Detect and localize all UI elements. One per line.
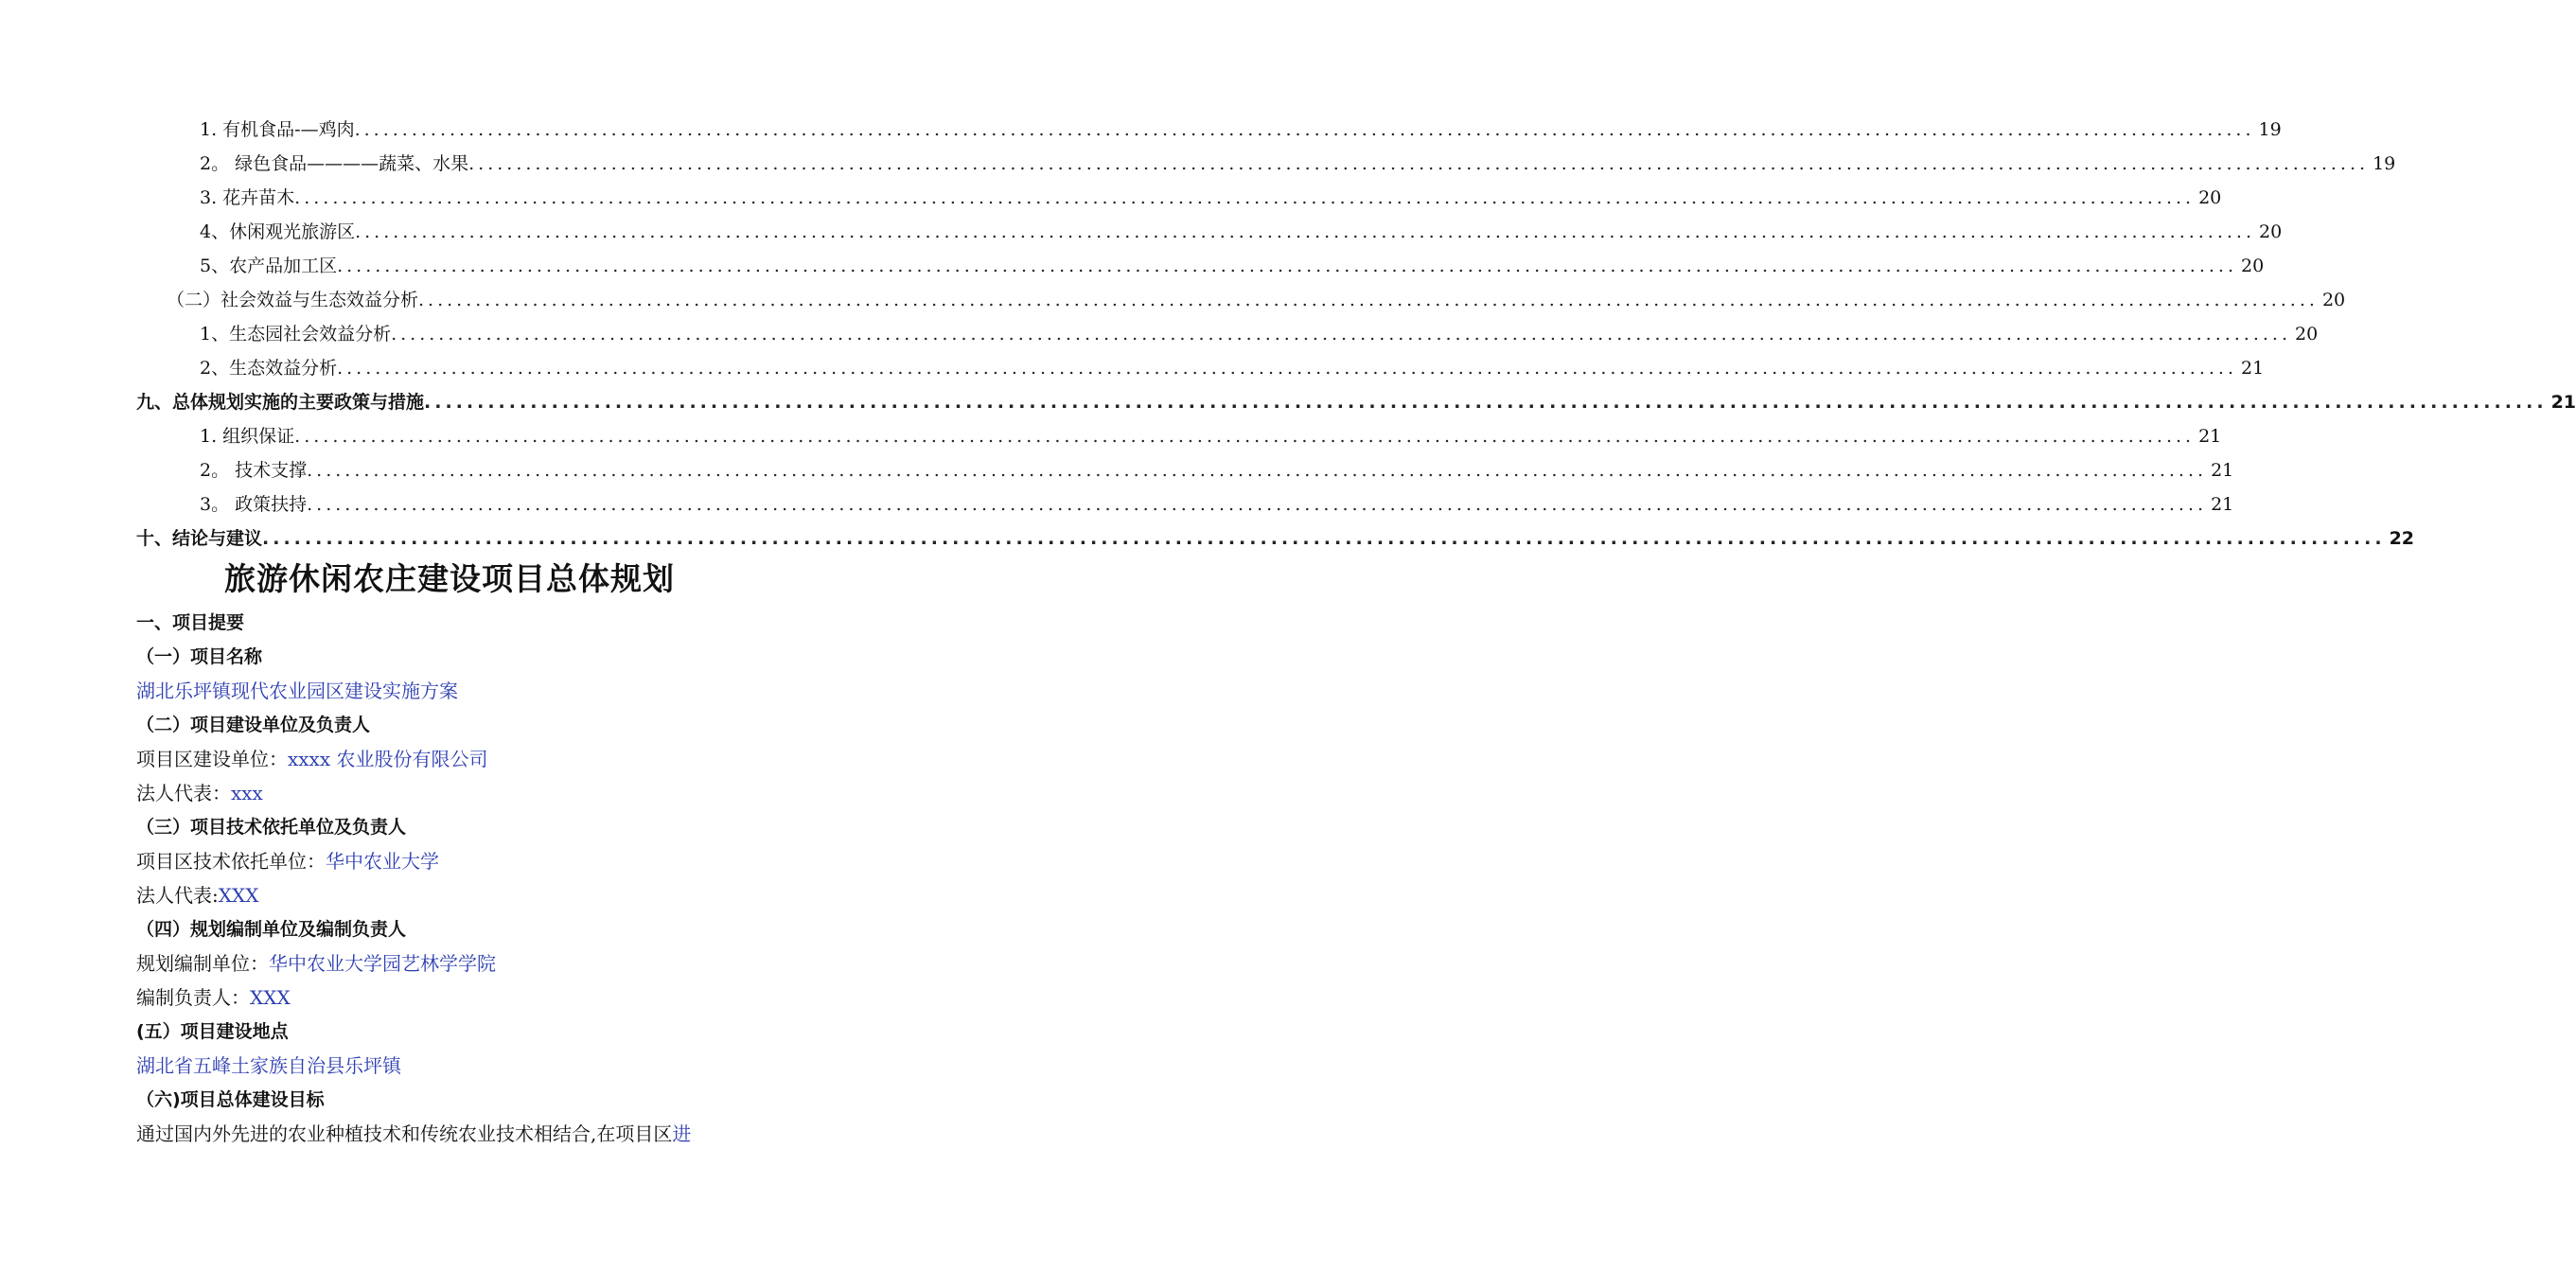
field-label: 法人代表： (136, 782, 231, 804)
toc-entry[interactable] (0, 253, 2265, 279)
subsection-heading: (五）项目建设地点 (136, 1021, 289, 1042)
toc-entry[interactable] (0, 116, 2282, 143)
field-value: 华中农业大学 (326, 850, 439, 873)
toc-page-number: 19 (2258, 119, 2282, 140)
field-value: 华中农业大学园艺林学学院 (269, 952, 496, 975)
subsection-heading: （六)项目总体建设目标 (136, 1089, 325, 1110)
toc-page-number: 20 (2241, 256, 2265, 276)
info-line (136, 949, 496, 978)
subsection-heading: （一）项目名称 (136, 646, 263, 667)
paragraph-body: 通过国内外先进的农业种植技术和传统农业技术相结合,在项目区 (136, 1122, 673, 1145)
toc-page-number: 21 (2211, 494, 2234, 515)
toc-entry-text: （二）社会效益与生态效益分析 (167, 290, 419, 310)
toc-leader-dots: ........................................................................................................................................................................................................ (337, 358, 2238, 379)
paragraph-text (136, 1120, 691, 1148)
section-heading: 一、项目提要 (136, 612, 245, 633)
toc-page-number: 21 (2211, 460, 2234, 481)
toc-entry-text: 十、结论与建议 (136, 528, 263, 549)
info-line (136, 847, 439, 875)
toc-entry-text: 1. 有机食品-—鸡肉 (200, 119, 355, 140)
toc-entry-text: 3。 政策扶持 (200, 494, 308, 515)
field-label: 规划编制单位： (136, 952, 269, 975)
toc-entry-text: 4、休闲观光旅游区 (200, 221, 356, 242)
toc-page-number: 20 (2198, 187, 2222, 208)
info-line (136, 881, 258, 910)
toc-leader-dots: ........................................................................................................................................................................................................ (418, 290, 2319, 310)
toc-leader-dots: ........................................................................................................................................................................................................ (355, 221, 2256, 242)
field-value: xxxx 农业股份有限公司 (288, 748, 488, 770)
toc-page-number: 21 (2241, 358, 2265, 379)
subsection-heading: （二）项目建设单位及负责人 (136, 715, 371, 735)
toc-entry[interactable] (0, 287, 2346, 313)
toc-leader-dots: ........................................................................................................................................................................................................ (391, 324, 2292, 344)
toc-entry-text: 1、生态园社会效益分析 (200, 324, 392, 344)
toc-leader-dots: ........................................................................................................................................................................................................ (424, 392, 2548, 413)
field-label: 项目区技术依托单位： (136, 850, 326, 873)
field-value: XXX (250, 986, 291, 1009)
toc-entry-text: 2、生态效益分析 (200, 358, 338, 379)
info-line (136, 779, 263, 807)
toc-leader-dots: ........................................................................................................................................................................................................ (354, 119, 2255, 140)
project-name-value: 湖北乐坪镇现代农业园区建设实施方案 (136, 680, 458, 702)
toc-entry-text: 九、总体规划实施的主要政策与措施 (136, 392, 425, 413)
toc-leader-dots: ........................................................................................................................................................................................................ (294, 426, 2196, 447)
info-line (136, 983, 291, 1012)
toc-page-number: 19 (2373, 153, 2396, 174)
field-label: 项目区建设单位： (136, 748, 288, 770)
toc-entry[interactable] (0, 219, 2283, 245)
toc-entry[interactable] (0, 525, 2415, 552)
toc-leader-dots: ........................................................................................................................................................................................................ (468, 153, 2370, 174)
toc-entry-text: 2。 绿色食品————蔬菜、水果 (200, 153, 469, 174)
toc-entry[interactable] (0, 457, 2234, 484)
toc-leader-dots: ........................................................................................................................................................................................................ (307, 494, 2208, 515)
toc-page-number: 21 (2550, 392, 2576, 413)
toc-entry-text: 2。 技术支撑 (200, 460, 308, 481)
field-label: 法人代表: (136, 884, 219, 907)
toc-entry[interactable] (0, 423, 2222, 450)
toc-entry-text: 3. 花卉苗木 (200, 187, 295, 208)
toc-leader-dots: ........................................................................................................................................................................................................ (262, 528, 2386, 549)
toc-entry-text: 5、农产品加工区 (200, 256, 338, 276)
toc-page-number: 21 (2198, 426, 2222, 447)
paragraph-tail: 进 (672, 1122, 692, 1145)
toc-entry-text: 1. 组织保证 (200, 426, 295, 447)
toc-page-number: 20 (2295, 324, 2319, 344)
toc-entry[interactable] (0, 150, 2396, 177)
field-label: 编制负责人： (136, 986, 250, 1009)
document-title: 旅游休闲农庄建设项目总体规划 (224, 560, 675, 597)
toc-entry[interactable] (0, 355, 2265, 381)
info-line (136, 745, 487, 773)
toc-leader-dots: ........................................................................................................................................................................................................ (307, 460, 2208, 481)
toc-leader-dots: ........................................................................................................................................................................................................ (337, 256, 2238, 276)
toc-entry[interactable] (0, 491, 2234, 518)
toc-entry[interactable] (0, 185, 2222, 211)
toc-page-number: 20 (2321, 290, 2346, 310)
toc-entry[interactable] (0, 389, 2576, 415)
field-value: xxx (231, 782, 263, 804)
toc-entry[interactable] (0, 321, 2319, 347)
toc-page-number: 22 (2389, 528, 2415, 549)
subsection-heading: （三）项目技术依托单位及负责人 (136, 817, 407, 838)
toc-page-number: 20 (2259, 221, 2283, 242)
field-value: XXX (218, 884, 259, 907)
subsection-heading: （四）规划编制单位及编制负责人 (136, 919, 407, 940)
location-value: 湖北省五峰土家族自治县乐坪镇 (136, 1054, 401, 1077)
toc-leader-dots: ........................................................................................................................................................................................................ (294, 187, 2196, 208)
